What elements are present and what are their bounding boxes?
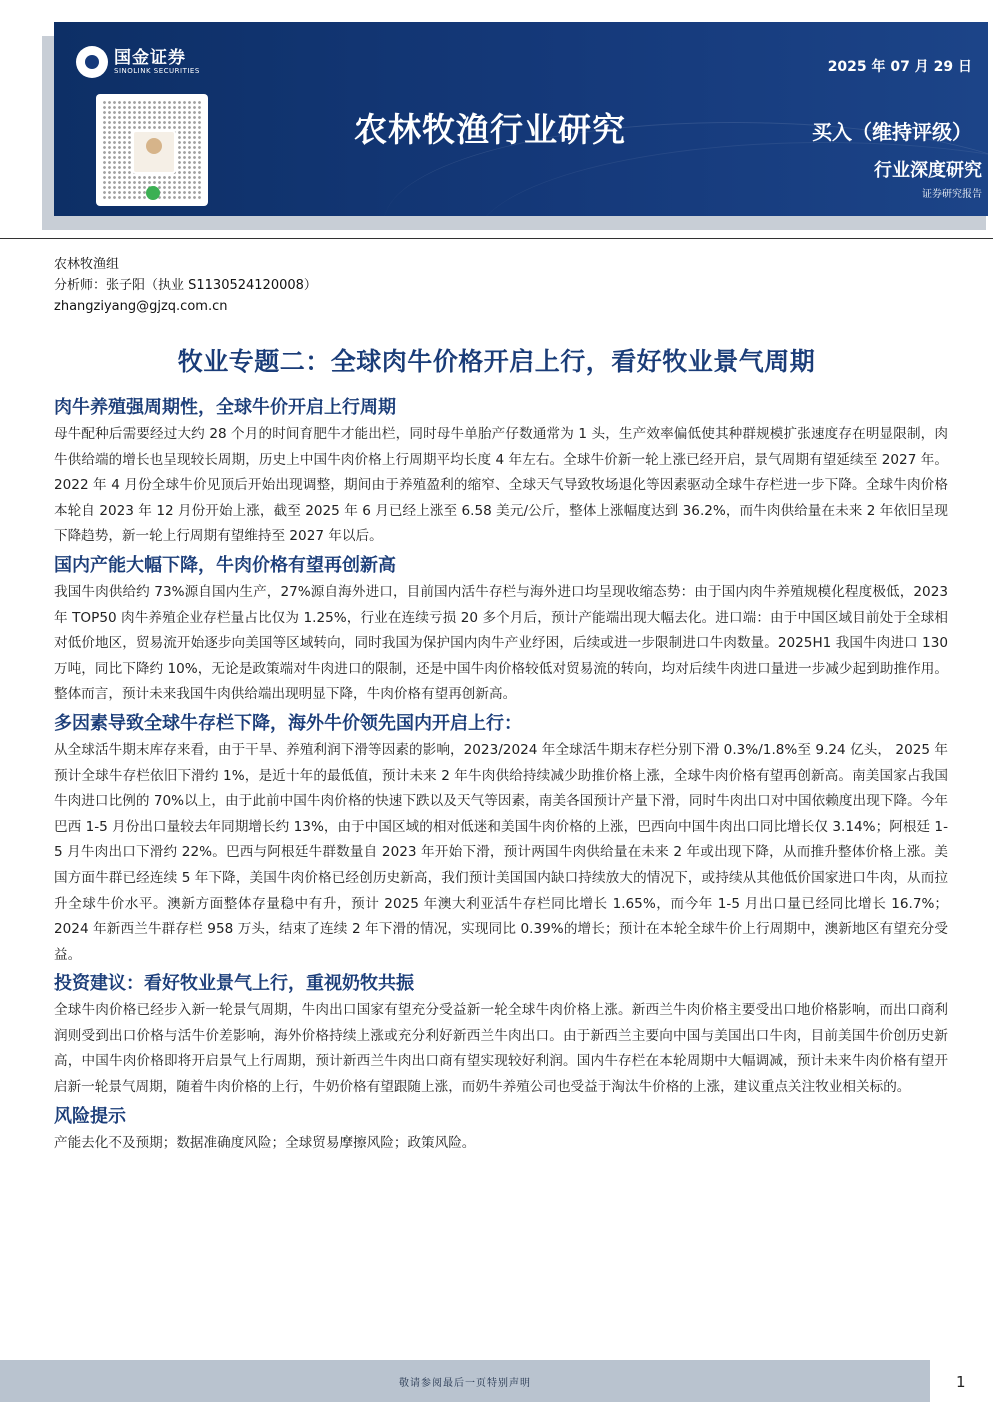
analyst-name: 分析师：张子阳（执业 S1130524120008） bbox=[54, 278, 317, 293]
footer-disclaimer-note: 敬请参阅最后一页特别声明 bbox=[399, 1378, 531, 1389]
logo-mark-icon bbox=[76, 46, 108, 78]
analyst-info bbox=[54, 254, 317, 317]
logo-name-en: SINOLINK SECURITIES bbox=[114, 66, 200, 75]
section-heading: 肉牛养殖强周期性，全球牛价开启上行周期 bbox=[54, 397, 396, 418]
report-type: 行业深度研究 bbox=[874, 160, 982, 181]
company-logo bbox=[76, 46, 200, 78]
industry-title: 农林牧渔行业研究 bbox=[354, 110, 626, 149]
section-heading: 风险提示 bbox=[54, 1105, 126, 1127]
section-paragraph: 全球牛肉价格已经步入新一轮景气周期，牛肉出口国家有望充分受益新一轮全球牛肉价格上涨。新西兰牛肉价格主要受出口地价格影响，而出口商利润则受到出口价格与活牛价差影响，海外价格持续上涨或充分利好新西兰牛肉出口。由于新西兰主要向中国与美国出口牛肉，目前美国牛价创历史新高，中国牛肉价格即将开启景气上行周期，预计新西兰牛肉出口商有望实现较好利润。国内牛存栏在本轮周期中大幅调减，预计未来牛肉价格有望开启新一轮景气周期，随着牛肉价格的上行，牛奶价格有望跟随上涨，而奶牛养殖公司也受益于淘汰牛价格的上涨，建议重点关注牧业相关标的。 bbox=[54, 1002, 948, 1096]
report-date: 2025 年 07 月 29 日 bbox=[827, 59, 972, 75]
report-label: 证券研究报告 bbox=[922, 189, 982, 200]
qr-code bbox=[96, 94, 208, 206]
logo-name-cn: 国金证券 bbox=[114, 47, 186, 68]
section-paragraph: 母牛配种后需要经过大约 28 个月的时间育肥牛才能出栏，同时母牛单胎产仔数通常为 1 头，生产效率偏低使其种群规模扩张速度存在明显限制，肉牛供给端的增长也呈现较长周期，历史上中国牛肉价格上行周期平均长度 4 年左右。全球牛价新一轮上涨已经开启，景气周期有望延续至 2027 年。2022 年 4 月份全球牛价见顶后开始出现调整，期间由于养殖盈利的缩窄、全球天气导致牧场退化等因素驱动全球牛存栏进一步下降。全球牛肉价格本轮自 2023 年 12 月份开始上涨，截至 2025 年 6 月已经上涨至 6.58 美元/公斤，整体上涨幅度达到 36.2%，而牛肉供给量在未来 2 年依旧呈现下降趋势，新一轮上行周期有望维持至 2027 年以后。 bbox=[54, 426, 948, 545]
rating: 买入（维持评级） bbox=[812, 120, 972, 144]
page-number: 1 bbox=[956, 1373, 966, 1391]
header-banner bbox=[54, 22, 988, 216]
report-body bbox=[54, 394, 948, 1158]
qr-center-logo-icon bbox=[132, 130, 176, 174]
analyst-group: 农林牧渔组 bbox=[54, 257, 120, 272]
section-heading: 投资建议：看好牧业景气上行，重视奶牧共振 bbox=[54, 973, 414, 995]
report-title: 牧业专题二：全球肉牛价格开启上行，看好牧业景气周期 bbox=[177, 347, 816, 376]
mini-program-icon bbox=[146, 186, 160, 200]
section-paragraph: 产能去化不及预期；数据准确度风险；全球贸易摩擦风险；政策风险。 bbox=[54, 1134, 476, 1151]
section-paragraph: 我国牛肉供给约 73%源自国内生产，27%源自海外进口，目前国内活牛存栏与海外进口均呈现收缩态势：由于国内肉牛养殖规模化程度极低，2023 年 TOP50 肉牛养殖企业存栏量占比仅为 1.25%，行业在连续亏损 20 多个月后，预计产能端出现大幅去化。进口端：由于中国区域目前处于全球相对低价地区，贸易流开始逐步向美国等区域转向，同时我国为保护国内肉牛产业纾困，后续或进一步限制进口牛肉数量。2025H1 我国牛肉进口 130 万吨，同比下降约 10%，无论是政策端对牛肉进口的限制，还是中国牛肉价格较低对贸易流的转向，均对后续牛肉进口量进一步减少起到助推作用。整体而言，预计未来我国牛肉供给端出现明显下降，牛肉价格有望再创新高。 bbox=[54, 583, 948, 703]
section-heading: 国内产能大幅下降，牛肉价格有望再创新高 bbox=[54, 554, 396, 576]
section-heading: 多因素导致全球牛存栏下降，海外牛价领先国内开启上行： bbox=[54, 712, 522, 734]
section-paragraph: 从全球活牛期末库存来看，由于干旱、养殖利润下滑等因素的影响，2023/2024 年全球活牛期末存栏分别下滑 0.3%/1.8%至 9.24 亿头， 2025 年预计全球牛存栏依旧下滑约 1%，是近十年的最低值，预计未来 2 年牛肉供给持续减少助推价格上涨，全球牛肉价格有望再创新高。南美国家占我国牛肉进口比例的 70%以上，由于此前中国牛肉价格的快速下跌以及天气等因素，南美各国预计产量下滑，同时牛肉出口对中国依赖度出现下降。今年巴西 1-5 月份出口量较去年同期增长约 13%，由于中国区域的相对低迷和美国牛肉价格的上涨，巴西向中国牛肉出口同比增长仅 3.14%；阿根廷 1-5 月牛肉出口下滑约 22%。巴西与阿根廷牛群数量自 2023 年开始下滑，预计两国牛肉供给量在未来 2 年或出现下降，从而推升整体价格上涨。美国方面牛群已经连续 5 年下降，美国牛肉价格已经创历史新高，我们预计美国国内缺口持续放大的情况下，或持续从其他低价国家进口牛肉，从而拉升全球牛价水平。澳新方面整体存量稳中有升，预计 2025 年澳大利亚活牛存栏同比增长 1.65%，而今年 1-5 月出口量已经同比增长 16.7%；2024 年新西兰牛群存栏 958 万头，结束了连续 2 年下滑的情况，实现同比 0.39%的增长；预计在本轮全球牛价上行周期中，澳新地区有望充分受益。 bbox=[54, 741, 948, 963]
analyst-email[interactable]: zhangziyang@gjzq.com.cn bbox=[54, 299, 228, 314]
header-divider bbox=[0, 238, 993, 239]
